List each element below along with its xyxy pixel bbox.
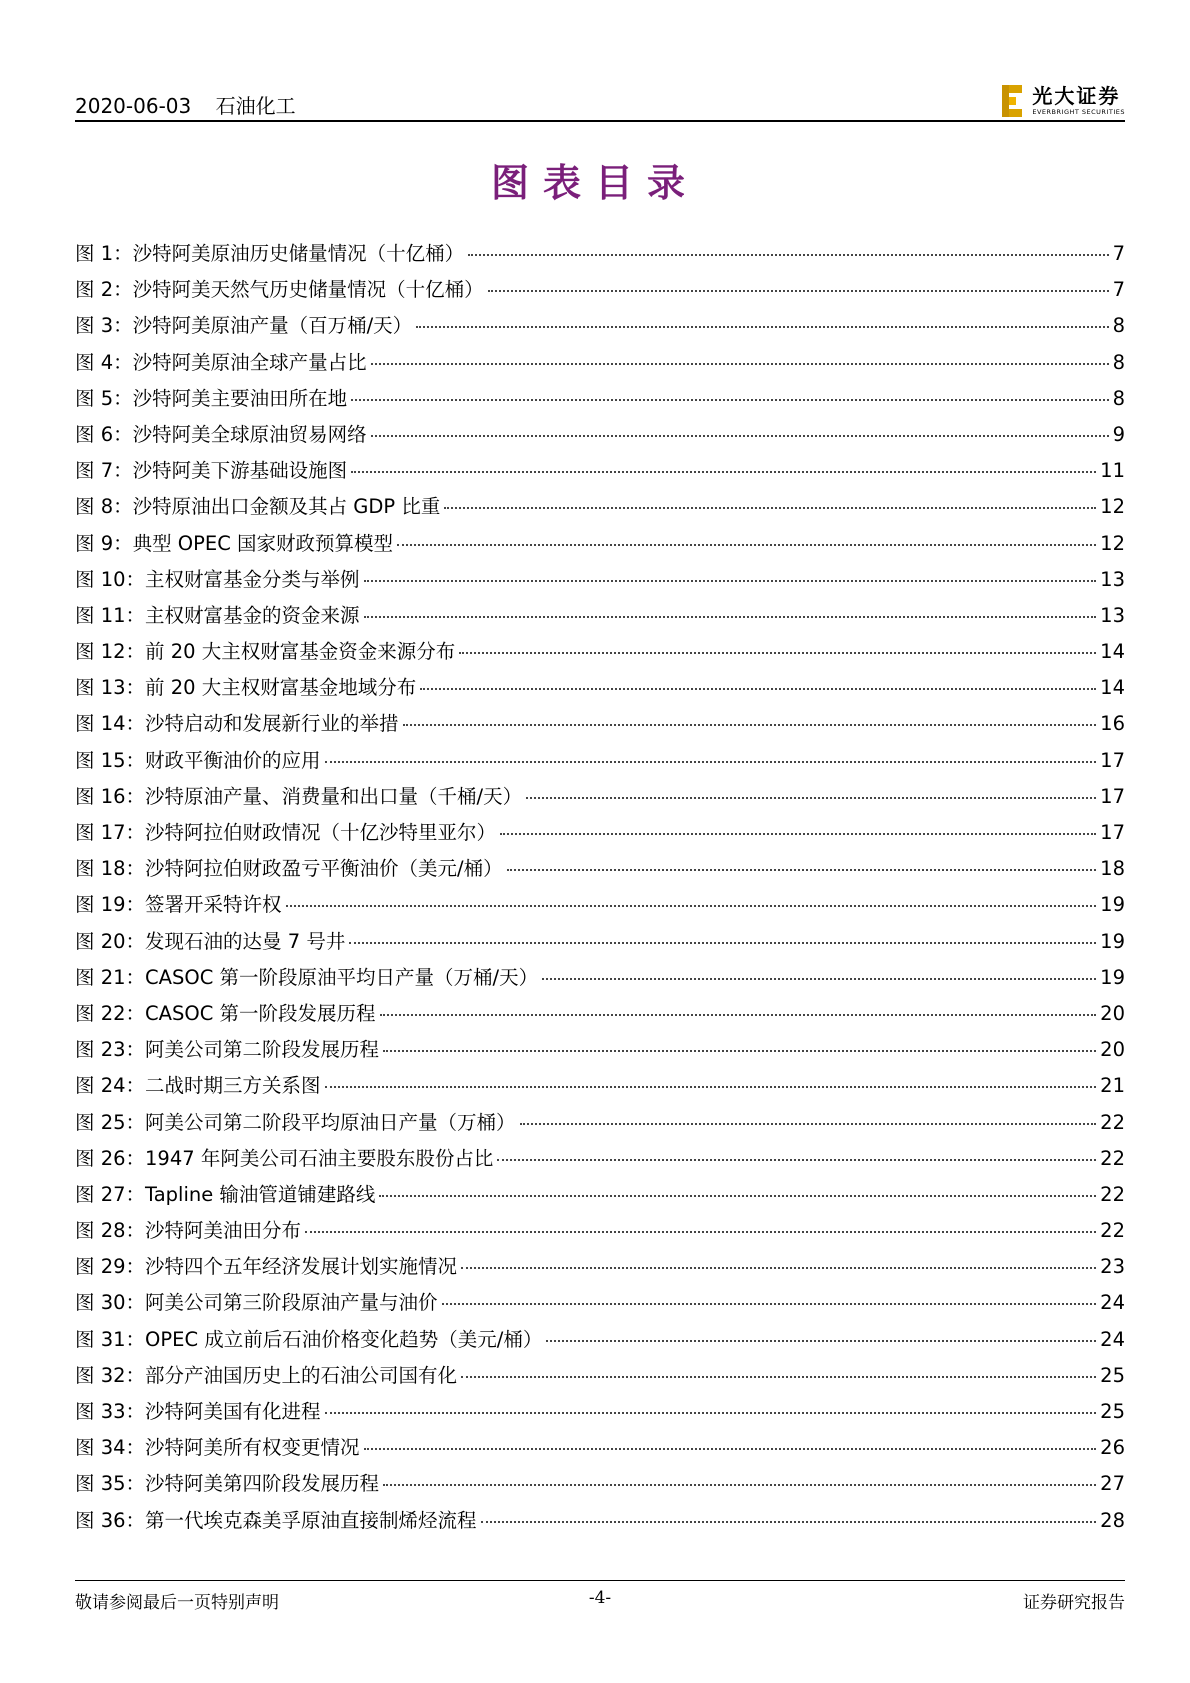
- toc-entry-page[interactable]: 8: [1112, 314, 1125, 338]
- header-meta: [75, 90, 314, 119]
- toc-entry[interactable]: [75, 998, 1125, 1034]
- toc-leader-dots: [442, 1303, 1097, 1305]
- toc-entry-label[interactable]: 图 25：阿美公司第二阶段平均原油日产量（万桶）: [75, 1110, 516, 1134]
- toc-entry-label[interactable]: 图 33：沙特阿美国有化进程: [75, 1400, 321, 1423]
- toc-entry-page[interactable]: 20: [1100, 1001, 1125, 1025]
- toc-entry-label[interactable]: 图 15：财政平衡油价的应用: [75, 748, 321, 772]
- logo-english-name: EVERBRIGHT SECURITIES: [1032, 108, 1125, 117]
- toc-leader-dots: [364, 1448, 1097, 1450]
- logo-chinese-name: 光大证券: [1032, 84, 1121, 109]
- toc-leader-dots: [325, 1412, 1097, 1414]
- toc-leader-dots: [364, 580, 1097, 582]
- toc-entry-label[interactable]: 图 24：二战时期三方关系图: [75, 1074, 321, 1098]
- toc-entry[interactable]: [75, 926, 1125, 962]
- toc-leader-dots: [403, 724, 1097, 726]
- toc-entry[interactable]: [75, 1251, 1125, 1287]
- toc-entry-label[interactable]: 图 18：沙特阿拉伯财政盈亏平衡油价（美元/桶）: [75, 857, 503, 881]
- toc-leader-dots: [286, 905, 1097, 907]
- toc-entry-page[interactable]: 7: [1112, 242, 1125, 265]
- everbright-logo-icon: [1002, 85, 1024, 117]
- toc-entry-page[interactable]: 9: [1112, 422, 1125, 446]
- toc-entry-label[interactable]: 图 21：CASOC 第一阶段原油平均日产量（万桶/天）: [75, 965, 539, 989]
- toc-leader-dots: [520, 1123, 1097, 1125]
- page-header: [75, 84, 1125, 120]
- toc-entry-label[interactable]: 图 26：1947 年阿美公司石油主要股东股份占比: [75, 1146, 494, 1170]
- toc-entry-page[interactable]: 28: [1100, 1508, 1125, 1532]
- figure-list: [75, 238, 1125, 1541]
- toc-entry[interactable]: [75, 383, 1125, 419]
- toc-leader-dots: [542, 978, 1096, 980]
- toc-entry-page[interactable]: 13: [1100, 603, 1125, 627]
- toc-entry-page[interactable]: 24: [1100, 1291, 1125, 1315]
- toc-leader-dots: [546, 1340, 1096, 1342]
- toc-entry-page[interactable]: 18: [1100, 857, 1125, 881]
- toc-entry-label[interactable]: 图 34：沙特阿美所有权变更情况: [75, 1436, 360, 1460]
- toc-leader-dots: [383, 1484, 1096, 1486]
- toc-entry-page[interactable]: 11: [1100, 459, 1125, 483]
- toc-leader-dots: [325, 761, 1097, 763]
- toc-entry-label[interactable]: 图 14：沙特启动和发展新行业的举措: [75, 712, 399, 736]
- toc-entry-label[interactable]: 图 7：沙特阿美下游基础设施图: [75, 459, 348, 483]
- toc-leader-dots: [325, 1086, 1097, 1088]
- toc-leader-dots: [371, 363, 1109, 365]
- toc-entry[interactable]: [75, 491, 1125, 527]
- toc-leader-dots: [380, 1014, 1097, 1016]
- toc-entry[interactable]: [75, 636, 1125, 672]
- toc-entry-page[interactable]: 19: [1100, 965, 1125, 989]
- toc-leader-dots: [468, 254, 1108, 256]
- toc-entry-label[interactable]: 图 11：主权财富基金的资金来源: [75, 603, 360, 627]
- toc-leader-dots: [305, 1231, 1096, 1233]
- toc-entry-label[interactable]: 图 16：沙特原油产量、消费量和出口量（千桶/天）: [75, 784, 523, 808]
- toc-entry-page[interactable]: 20: [1100, 1038, 1125, 1062]
- page-footer: [75, 1588, 1125, 1612]
- toc-entry-page[interactable]: 21: [1100, 1074, 1125, 1098]
- toc-entry-label[interactable]: 图 29：沙特四个五年经济发展计划实施情况: [75, 1255, 458, 1279]
- toc-entry-label[interactable]: 图 2：沙特阿美天然气历史储量情况（十亿桶）: [75, 278, 484, 302]
- toc-entry-page[interactable]: 17: [1100, 784, 1125, 808]
- toc-entry[interactable]: [75, 1396, 1125, 1432]
- toc-entry[interactable]: [75, 1360, 1125, 1396]
- toc-leader-dots: [461, 1376, 1096, 1378]
- toc-entry[interactable]: [75, 1070, 1125, 1106]
- toc-entry-label[interactable]: 图 27：Tapline 输油管道铺建路线: [75, 1182, 376, 1206]
- disclaimer-note: 敬请参阅最后一页特别声明: [75, 1593, 279, 1613]
- toc-entry-page[interactable]: 17: [1100, 748, 1125, 772]
- toc-entry-label[interactable]: 图 17：沙特阿拉伯财政情况（十亿沙特里亚尔）: [75, 821, 497, 844]
- toc-leader-dots: [397, 544, 1096, 546]
- toc-entry-page[interactable]: 7: [1112, 278, 1125, 302]
- toc-entry-page[interactable]: 8: [1112, 350, 1125, 374]
- toc-entry[interactable]: [75, 238, 1125, 274]
- toc-entry-label[interactable]: 图 23：阿美公司第二阶段发展历程: [75, 1038, 380, 1062]
- toc-entry[interactable]: [75, 1143, 1125, 1179]
- toc-entry-label[interactable]: 图 30：阿美公司第三阶段原油产量与油价: [75, 1291, 438, 1315]
- toc-entry-page[interactable]: 24: [1100, 1327, 1125, 1351]
- toc-entry-page[interactable]: 22: [1100, 1146, 1125, 1170]
- page-title: 图表目录: [490, 160, 699, 205]
- toc-leader-dots: [379, 1195, 1096, 1197]
- toc-entry-page[interactable]: 19: [1100, 929, 1125, 953]
- toc-entry[interactable]: [75, 1107, 1125, 1143]
- toc-entry-label[interactable]: 图 13：前 20 大主权财富基金地域分布: [75, 676, 417, 700]
- toc-entry[interactable]: [75, 419, 1125, 455]
- toc-leader-dots: [488, 290, 1109, 292]
- toc-entry[interactable]: [75, 672, 1125, 708]
- toc-entry-label[interactable]: 图 28：沙特阿美油田分布: [75, 1219, 302, 1243]
- toc-entry-label[interactable]: 图 19：签署开采特许权: [75, 893, 282, 917]
- toc-leader-dots: [364, 616, 1097, 618]
- toc-entry-page[interactable]: 14: [1100, 676, 1125, 700]
- toc-entry-label[interactable]: 图 1：沙特阿美原油历史储量情况（十亿桶）: [75, 242, 465, 265]
- toc-entry[interactable]: [75, 889, 1125, 925]
- report-date: 2020-06-03: [75, 94, 192, 118]
- toc-entry[interactable]: [75, 1324, 1125, 1360]
- toc-entry-page[interactable]: 23: [1100, 1255, 1125, 1279]
- toc-entry-page[interactable]: 22: [1100, 1110, 1125, 1134]
- toc-entry[interactable]: [75, 853, 1125, 889]
- toc-entry-page[interactable]: 19: [1100, 893, 1125, 917]
- toc-entry-label[interactable]: 图 9：典型 OPEC 国家财政预算模型: [75, 531, 394, 555]
- toc-entry-label[interactable]: 图 10：主权财富基金分类与举例: [75, 567, 360, 591]
- toc-entry[interactable]: [75, 1468, 1125, 1504]
- toc-entry-label[interactable]: 图 4：沙特阿美原油全球产量占比: [75, 350, 367, 374]
- toc-entry-page[interactable]: 22: [1100, 1219, 1125, 1243]
- toc-entry-page[interactable]: 14: [1100, 640, 1125, 664]
- toc-entry-label[interactable]: 图 8：沙特原油出口金额及其占 GDP 比重: [75, 495, 441, 519]
- toc-entry-label[interactable]: 图 20：发现石油的达曼 7 号井: [75, 929, 346, 953]
- toc-leader-dots: [461, 1267, 1096, 1269]
- toc-leader-dots: [526, 797, 1096, 799]
- toc-leader-dots: [507, 869, 1097, 871]
- toc-entry-label[interactable]: 图 36：第一代埃克森美孚原油直接制烯烃流程: [75, 1508, 477, 1532]
- toc-entry[interactable]: [75, 781, 1125, 817]
- footer-divider: [75, 1580, 1125, 1581]
- toc-entry-label[interactable]: 图 31：OPEC 成立前后石油价格变化趋势（美元/桶）: [75, 1327, 543, 1351]
- toc-entry[interactable]: [75, 455, 1125, 491]
- toc-leader-dots: [420, 688, 1096, 690]
- toc-entry-page[interactable]: 25: [1100, 1400, 1125, 1423]
- toc-entry[interactable]: [75, 564, 1125, 600]
- toc-entry-label[interactable]: 图 35：沙特阿美第四阶段发展历程: [75, 1472, 380, 1496]
- toc-leader-dots: [351, 399, 1108, 401]
- toc-leader-dots: [481, 1521, 1097, 1523]
- toc-entry[interactable]: [75, 347, 1125, 383]
- toc-entry[interactable]: [75, 817, 1125, 853]
- page-number: -4-: [588, 1588, 612, 1608]
- toc-leader-dots: [351, 471, 1096, 473]
- toc-entry-label[interactable]: 图 22：CASOC 第一阶段发展历程: [75, 1001, 376, 1025]
- toc-entry-label[interactable]: 图 32：部分产油国历史上的石油公司国有化: [75, 1363, 458, 1387]
- toc-entry[interactable]: [75, 310, 1125, 346]
- toc-entry-page[interactable]: 17: [1100, 821, 1125, 844]
- toc-entry-label[interactable]: 图 3：沙特阿美原油产量（百万桶/天）: [75, 314, 413, 338]
- header-divider: [75, 120, 1125, 122]
- toc-entry[interactable]: [75, 1505, 1125, 1541]
- toc-leader-dots: [383, 1050, 1096, 1052]
- toc-leader-dots: [459, 652, 1096, 654]
- toc-leader-dots: [500, 833, 1096, 835]
- toc-entry[interactable]: [75, 274, 1125, 310]
- toc-leader-dots: [416, 326, 1108, 328]
- toc-entry[interactable]: [75, 1179, 1125, 1215]
- toc-entry[interactable]: [75, 745, 1125, 781]
- company-logo: [1002, 84, 1125, 118]
- toc-leader-dots: [497, 1159, 1096, 1161]
- toc-entry-page[interactable]: 12: [1100, 531, 1125, 555]
- toc-entry-page[interactable]: 13: [1100, 567, 1125, 591]
- toc-entry-label[interactable]: 图 6：沙特阿美全球原油贸易网络: [75, 422, 367, 446]
- report-type: 证券研究报告: [1023, 1593, 1125, 1613]
- toc-entry[interactable]: [75, 528, 1125, 564]
- toc-leader-dots: [371, 435, 1109, 437]
- report-sector: 石油化工: [215, 94, 296, 118]
- toc-entry-page[interactable]: 22: [1100, 1182, 1125, 1206]
- toc-entry[interactable]: [75, 708, 1125, 744]
- toc-entry-page[interactable]: 27: [1100, 1472, 1125, 1496]
- toc-entry[interactable]: [75, 1287, 1125, 1323]
- toc-entry-page[interactable]: 16: [1100, 712, 1125, 736]
- toc-leader-dots: [349, 942, 1096, 944]
- toc-entry[interactable]: [75, 1215, 1125, 1251]
- toc-entry[interactable]: [75, 962, 1125, 998]
- toc-entry-page[interactable]: 12: [1100, 495, 1125, 519]
- toc-leader-dots: [444, 507, 1096, 509]
- toc-entry-label[interactable]: 图 12：前 20 大主权财富基金资金来源分布: [75, 640, 456, 664]
- toc-entry-page[interactable]: 26: [1100, 1436, 1125, 1460]
- toc-entry[interactable]: [75, 1432, 1125, 1468]
- toc-entry[interactable]: [75, 1034, 1125, 1070]
- toc-entry-label[interactable]: 图 5：沙特阿美主要油田所在地: [75, 386, 348, 410]
- toc-entry-page[interactable]: 8: [1112, 386, 1125, 410]
- toc-entry[interactable]: [75, 600, 1125, 636]
- toc-entry-page[interactable]: 25: [1100, 1363, 1125, 1387]
